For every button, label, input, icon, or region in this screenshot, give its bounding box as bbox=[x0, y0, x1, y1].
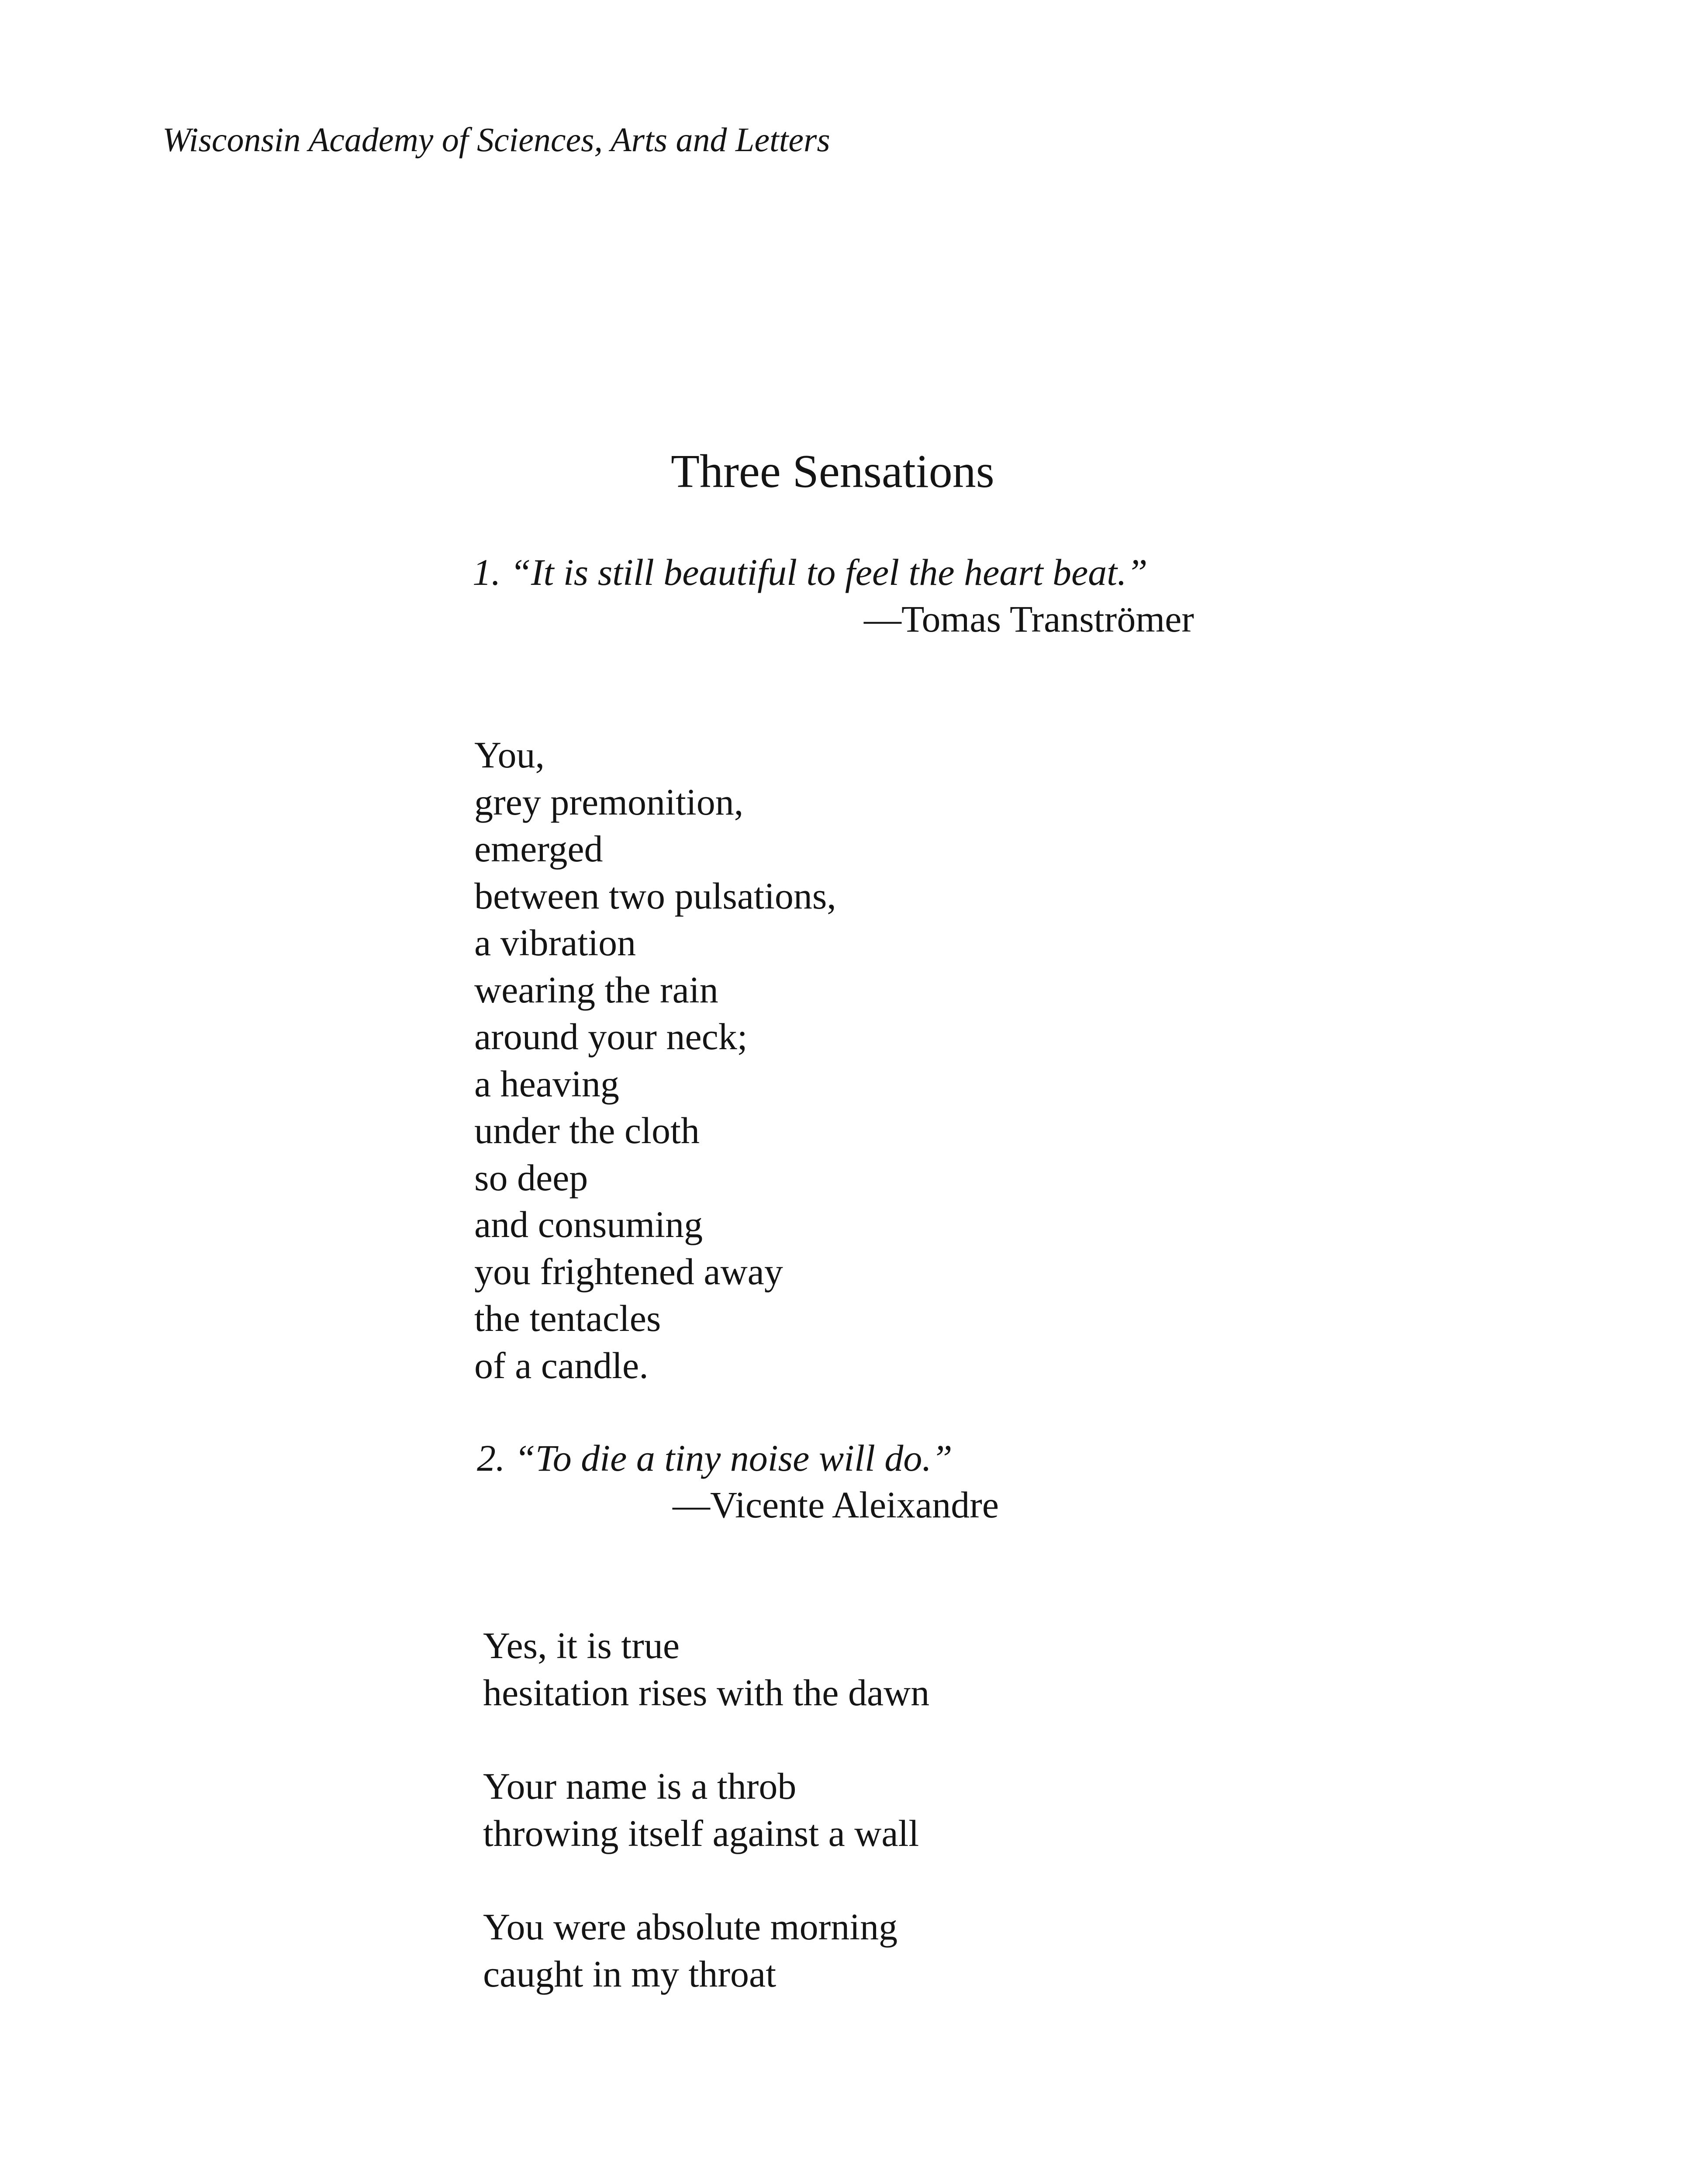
epigraph-2: 2. “To die a tiny noise will do.” bbox=[477, 1437, 953, 1479]
poem-line: and consuming bbox=[474, 1203, 703, 1245]
stanza-3 bbox=[483, 1763, 919, 1857]
poem-line: You, bbox=[474, 734, 545, 776]
poem-line: a vibration bbox=[474, 922, 636, 964]
stanza-1 bbox=[474, 732, 836, 1389]
poem-line: hesitation rises with the dawn bbox=[483, 1671, 930, 1714]
poem-line: around your neck; bbox=[474, 1016, 748, 1057]
poem-line: grey premonition, bbox=[474, 781, 744, 823]
poem-line: caught in my throat bbox=[483, 1952, 777, 1995]
epigraph-2-attribution: —Vicente Aleixandre bbox=[673, 1484, 999, 1526]
poem-line: the tentacles bbox=[474, 1297, 661, 1339]
poem-line: Your name is a throb bbox=[483, 1765, 797, 1807]
poem-line: Yes, it is true bbox=[483, 1624, 680, 1666]
poem-line: of a candle. bbox=[474, 1344, 649, 1386]
poem-line: a heaving bbox=[474, 1062, 619, 1105]
poem-line: you frightened away bbox=[474, 1250, 783, 1292]
poem-line: emerged bbox=[474, 828, 603, 870]
poem-line: between two pulsations, bbox=[474, 874, 836, 917]
poem-line: throwing itself against a wall bbox=[483, 1812, 919, 1854]
stanza-4 bbox=[483, 1904, 897, 1997]
poem-title: Three Sensations bbox=[671, 446, 994, 498]
poem-line: under the cloth bbox=[474, 1109, 700, 1151]
poem-line: wearing the rain bbox=[474, 968, 718, 1011]
stanza-2 bbox=[483, 1622, 929, 1716]
epigraph-1: 1. “It is still beautiful to feel the heart beat.” bbox=[473, 551, 1148, 593]
running-head: Wisconsin Academy of Sciences, Arts and Letters bbox=[162, 121, 830, 159]
epigraph-1-attribution: —Tomas Tranströmer bbox=[864, 598, 1194, 640]
poem-line: so deep bbox=[474, 1156, 588, 1199]
poem-line: You were absolute morning bbox=[483, 1906, 898, 1948]
